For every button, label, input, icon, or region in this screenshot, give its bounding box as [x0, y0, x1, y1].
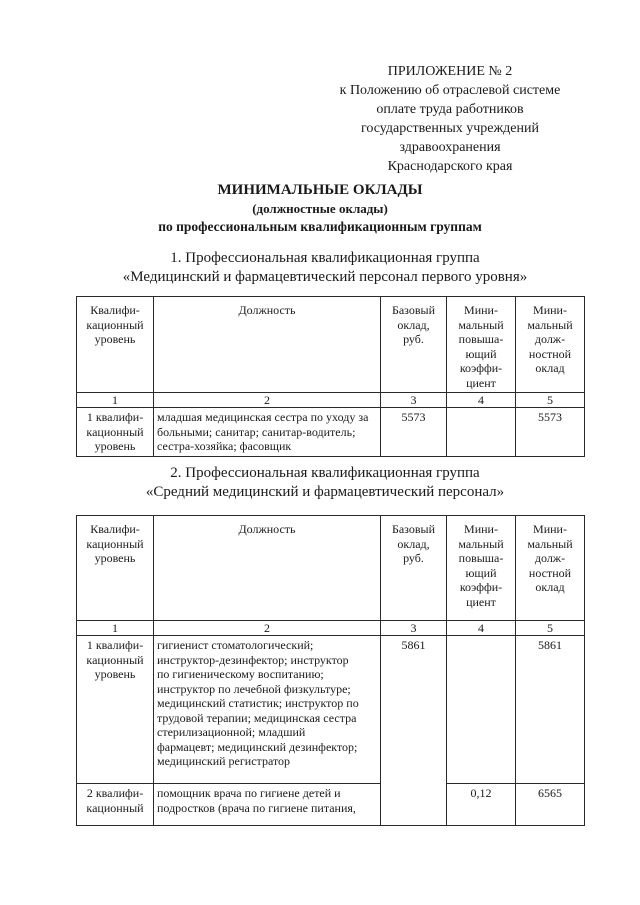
cell-position: помощник врача по гигиене детей и подростков (врача по гигиене питания, [154, 784, 381, 826]
table-column-numbers [77, 393, 585, 408]
cell-coefficient: 0,12 [447, 784, 516, 826]
appendix-line: здравоохранения [399, 140, 501, 155]
group1-table [76, 296, 585, 457]
header-coefficient: Мини- мальный повыша- ющий коэффи- циент [447, 297, 516, 393]
group2-table [76, 515, 585, 826]
cell-min-salary: 5573 [516, 408, 585, 457]
column-number: 1 [77, 621, 154, 636]
table-header-row [77, 297, 585, 393]
cell-position: младшая медицинская сестра по уходу за больными; санитар; санитар-водитель; сестра-хозяйка; фасовщик [154, 408, 381, 457]
column-number: 3 [381, 621, 447, 636]
header-base-salary: Базовый оклад, руб. [381, 516, 447, 621]
header-base-salary: Базовый оклад, руб. [381, 297, 447, 393]
table-header-row [77, 516, 585, 621]
document-subtitle-groups: по профессиональным квалификационным группам [158, 219, 482, 234]
column-number: 2 [154, 621, 381, 636]
group1-heading [40, 249, 610, 287]
column-number: 3 [381, 393, 447, 408]
header-min-salary: Мини- мальный долж- ностной оклад [516, 516, 585, 621]
header-coefficient: Мини- мальный повыша- ющий коэффи- циент [447, 516, 516, 621]
column-number: 5 [516, 621, 585, 636]
cell-coefficient [447, 408, 516, 457]
appendix-line: Краснодарского края [387, 159, 513, 174]
cell-base-salary: 5861 [381, 636, 447, 826]
column-number: 4 [447, 621, 516, 636]
cell-level: 1 квалифи- кационный уровень [77, 636, 154, 784]
group1-heading-line2: «Медицинский и фармацевтический персонал первого уровня» [122, 269, 528, 285]
header-position: Должность [154, 297, 381, 393]
appendix-line: оплате труда работников [376, 102, 524, 117]
cell-level: 1 квалифи- кационный уровень [77, 408, 154, 457]
cell-level: 2 квалифи- кационный [77, 784, 154, 826]
appendix-header [300, 62, 600, 176]
cell-coefficient [447, 636, 516, 784]
table-row [77, 784, 585, 826]
appendix-line: государственных учреждений [361, 121, 539, 136]
header-min-salary: Мини- мальный долж- ностной оклад [516, 297, 585, 393]
group2-heading-line1: 2. Профессиональная квалификационная группа [170, 465, 480, 481]
cell-base-salary: 5573 [381, 408, 447, 457]
document-title: МИНИМАЛЬНЫЕ ОКЛАДЫ [217, 182, 423, 198]
cell-min-salary: 5861 [516, 636, 585, 784]
column-number: 1 [77, 393, 154, 408]
column-number: 2 [154, 393, 381, 408]
column-number: 4 [447, 393, 516, 408]
appendix-line: к Положению об отраслевой системе [339, 83, 561, 98]
table-column-numbers [77, 621, 585, 636]
document-subtitle: (должностные оклады) [252, 201, 388, 216]
cell-position: гигиенист стоматологический; инструктор-дезинфектор; инструктор по гигиеническому воспитанию; инструктор по лечебной физкультуре; медицинский статистик; инструктор по трудовой терапии; медицинская сестра стерилизационной; младший фармацевт; медицинский дезинфектор; медицинский регистратор [154, 636, 381, 784]
header-level: Квалифи- кационный уровень [77, 516, 154, 621]
column-number: 5 [516, 393, 585, 408]
table-row [77, 636, 585, 784]
header-level: Квалифи- кационный уровень [77, 297, 154, 393]
cell-min-salary: 6565 [516, 784, 585, 826]
group2-heading-line2: «Средний медицинский и фармацевтический персонал» [145, 484, 505, 500]
group2-heading [40, 464, 610, 502]
header-position: Должность [154, 516, 381, 621]
appendix-number: ПРИЛОЖЕНИЕ № 2 [387, 64, 513, 79]
group1-heading-line1: 1. Профессиональная квалификационная группа [170, 250, 480, 266]
table-row [77, 408, 585, 457]
